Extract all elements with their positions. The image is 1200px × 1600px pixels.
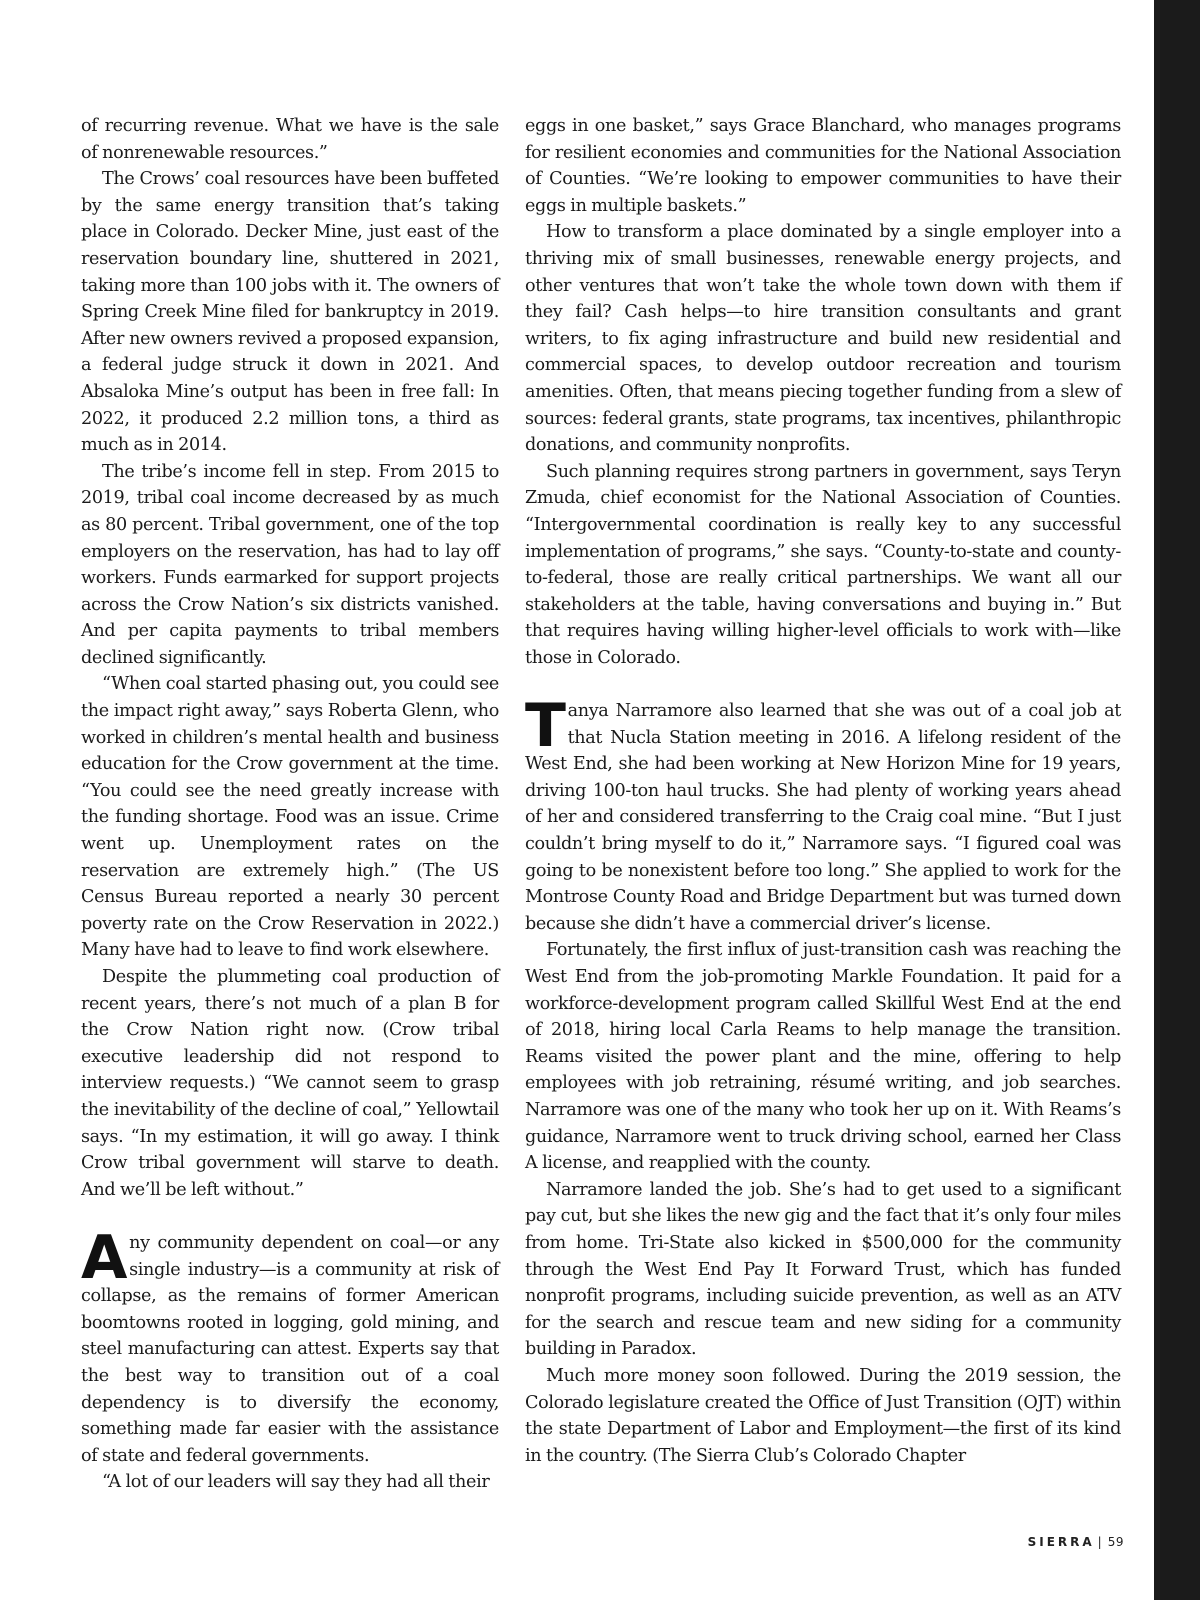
article-column-right [525, 113, 1121, 1469]
paragraph: How to transform a place dominated by a single employer into a thriving mix of small businesses, renewable energy projects, and other ventures that won’t take the whole town down with them if they fail? Cash helps—to hire transition consultants and grant writers, to fix aging infrastructure and build new residential and commercial spaces, to develop outdoor recreation and tourism amenities. Often, that means piecing together funding from a slew of sources: federal grants, state programs, tax incentives, philanthropic donations, and community nonprofits. [525, 222, 1121, 456]
section-opening-paragraph [81, 1222, 499, 1469]
paragraph-text: ny community dependent on coal—or any single industry—is a community at risk of collapse, as the remains of former American boomtowns rooted in logging, gold mining, and steel manufacturing can attest. Experts say that the best way to transition out of a coal dependency is to diversify the economy, something made far easier with the assistance of state and federal governments. [81, 1232, 499, 1466]
paragraph: “A lot of our leaders will say they had all their [102, 1472, 490, 1493]
paragraph-text: anya Narramore also learned that she was out of a coal job at that Nucla Station meeting in 2016. A lifelong resident of the West End, she had been working at New Horizon Mine for 19 years, driving 100-ton haul trucks. She had plenty of working years ahead of her and considered transferring to the Craig coal mine. “But I just couldn’t bring myself to do it,” Narramore says. “I figured coal was going to be nonexistent before too long.” She applied to work for the Montrose County Road and Bridge Department but was turned down because she didn’t have a commercial driver’s license. [525, 701, 1121, 934]
paragraph: Much more money soon followed. During the 2019 session, the Colorado legislature created the Office of Just Transition (OJT) within the state Department of Labor and Employment—the first of its kind in the country. (The Sierra Club’s Colorado Chapter [525, 1365, 1121, 1466]
paragraph: of recurring revenue. What we have is the sale of nonrenewable resources.” [81, 116, 499, 163]
paragraph: Fortunately, the first influx of just-transition cash was reaching the West End from the job-promoting Markle Foundation. It paid for a workforce-development program called Skillful West End at the end of 2018, hiring local Carla Reams to help manage the transition. Reams visited the power plant and the mine, offering to help employees with job retraining, résumé writing, and job searches. Narramore was one of the many who took her up on it. With Reams’s guidance, Narramore went to truck driving school, earned her Class A license, and reapplied with the county. [525, 940, 1121, 1174]
footer-separator: | [1097, 1535, 1102, 1549]
publication-name: SIERRA [1027, 1535, 1095, 1549]
section-opening-paragraph [525, 691, 1121, 937]
paragraph: Such planning requires strong partners in government, says Teryn Zmuda, chief economist for the National Association of Counties. “Intergovernmental coordination is really key to any successful implementation of programs,” she says. “County-to-state and county-to-federal, those are really critical partnerships. We want all our stakeholders at the table, having conversations and buying in.” But that requires having willing higher-level officials to work with—like those in Colorado. [525, 461, 1121, 668]
drop-cap: T [525, 691, 566, 762]
paragraph: eggs in one basket,” says Grace Blanchard, who manages programs for resilient economies and communities for the National Association of Counties. “We’re looking to empower communities to have their eggs in multiple baskets.” [525, 116, 1121, 216]
drop-cap: A [81, 1222, 128, 1293]
page-footer [1028, 1535, 1124, 1549]
paragraph: Despite the plummeting coal production of recent years, there’s not much of a plan B for the Crow Nation right now. (Crow tribal executive leadership did not respond to interview requests.) “We cannot seem to grasp the inevitability of the decline of coal,” Yellowtail says. “In my estimation, it will go away. I think Crow tribal government will starve to death. And we’ll be left without.” [81, 967, 499, 1200]
paragraph: The tribe’s income fell in step. From 2015 to 2019, tribal coal income decreased by as much as 80 percent. Tribal government, one of the top employers on the reservation, has had to lay off workers. Funds earmarked for support projects across the Crow Nation’s six districts vanished. And per capita payments to tribal members declined significantly. [81, 461, 499, 668]
page-edge-bar [1154, 0, 1200, 1600]
paragraph: Narramore landed the job. She’s had to get used to a significant pay cut, but she likes the new gig and the fact that it’s only four miles from home. Tri-State also kicked in $500,000 for the community through the West End Pay It Forward Trust, which has funded nonprofit programs, including suicide prevention, as well as an ATV for the search and rescue team and new siding for a community building in Paradox. [525, 1179, 1121, 1360]
paragraph: The Crows’ coal resources have been buffeted by the same energy transition that’s taking place in Colorado. Decker Mine, just east of the reservation boundary line, shuttered in 2021, taking more than 100 jobs with it. The owners of Spring Creek Mine filed for bankruptcy in 2019. After new owners revived a proposed expansion, a federal judge struck it down in 2021. And Absaloka Mine’s output has been in free fall: In 2022, it produced 2.2 million tons, a third as much as in 2014. [81, 169, 499, 456]
page-number: 59 [1107, 1535, 1124, 1549]
paragraph: “When coal started phasing out, you could see the impact right away,” says Roberta Glenn, who worked in children’s mental health and business education for the Crow government at the time. “You could see the need greatly increase with the funding shortage. Food was an issue. Crime went up. Unemployment rates on the reservation are extremely high.” (The US Census Bureau reported a nearly 30 percent poverty rate on the Crow Reservation in 2022.) Many have had to leave to find work elsewhere. [81, 674, 499, 961]
article-column-left [81, 113, 499, 1496]
